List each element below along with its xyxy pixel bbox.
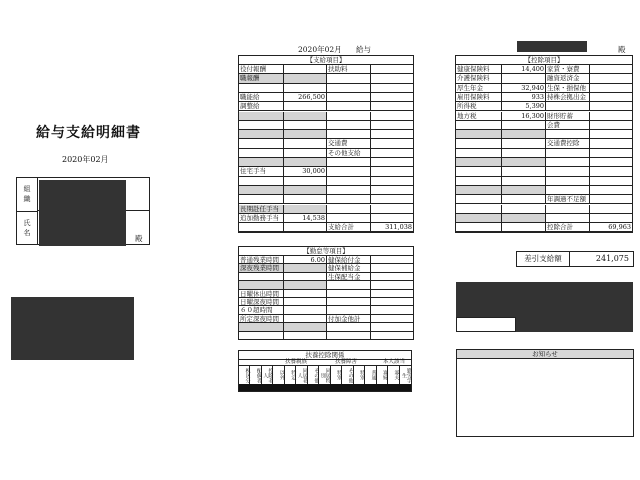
item-label: 持株会拠出金 — [546, 93, 590, 102]
attendance-table — [238, 246, 414, 340]
item-label — [239, 112, 284, 121]
pay-kind: 給与 — [356, 45, 372, 54]
item-label — [239, 281, 284, 289]
dependents-group: 扶養親族 — [285, 359, 308, 365]
item-label — [327, 93, 371, 102]
item-value — [590, 195, 632, 204]
item-value — [371, 264, 413, 272]
item-label — [327, 167, 371, 176]
item-label — [546, 130, 590, 139]
item-value — [284, 112, 327, 121]
item-label: 長期赴任手当 — [239, 205, 284, 214]
item-label: 職報酬 — [239, 74, 284, 83]
item-label — [327, 186, 371, 195]
item-label — [239, 177, 284, 186]
notice-heading: お知らせ — [457, 350, 633, 359]
item-label: 日曜深夜時間 — [239, 298, 284, 306]
item-value — [284, 332, 327, 340]
item-label: 融資返済金 — [546, 74, 590, 83]
item-value — [502, 74, 546, 83]
item-value — [371, 195, 413, 204]
item-value — [590, 121, 632, 130]
item-label: 日曜休出時間 — [239, 290, 284, 298]
item-value — [284, 281, 327, 289]
item-value — [371, 306, 413, 314]
item-value: 14,538 — [284, 214, 327, 223]
item-label — [239, 158, 284, 167]
item-label — [546, 177, 590, 186]
item-label: 雇用保険料 — [456, 93, 502, 102]
item-label — [327, 306, 371, 314]
dependents-heading: 扶養控除関係 — [239, 351, 411, 360]
item-value — [371, 84, 413, 93]
item-value — [371, 149, 413, 158]
net-pay-label: 差引支給額 — [517, 252, 570, 266]
item-label — [239, 332, 284, 340]
item-label: 職能給 — [239, 93, 284, 102]
item-label — [327, 130, 371, 139]
item-value — [502, 121, 546, 130]
item-value — [502, 167, 546, 176]
item-value — [284, 298, 327, 306]
item-value — [371, 323, 413, 331]
item-label — [456, 223, 502, 232]
redacted-block — [39, 180, 126, 246]
item-value — [590, 214, 632, 223]
document-title: 給与支給明細書 — [36, 125, 141, 141]
item-value — [284, 149, 327, 158]
item-label — [327, 74, 371, 83]
item-value — [502, 195, 546, 204]
item-label — [239, 323, 284, 331]
dependents-column-header: その他 — [342, 365, 353, 384]
dependents-column-header: 以外 — [273, 365, 284, 384]
redacted-block — [517, 41, 587, 52]
item-value — [284, 84, 327, 93]
item-label — [327, 205, 371, 214]
item-value — [590, 84, 632, 93]
item-label — [456, 130, 502, 139]
item-label — [239, 84, 284, 93]
item-value — [371, 65, 413, 74]
item-value — [371, 167, 413, 176]
item-value — [590, 130, 632, 139]
item-value: 5,390 — [502, 102, 546, 111]
item-label — [239, 130, 284, 139]
item-value — [284, 177, 327, 186]
item-value: 32,940 — [502, 84, 546, 93]
org-label: 組織 — [17, 178, 38, 211]
item-label: 介護保険料 — [456, 74, 502, 83]
item-label: 役付報酬 — [239, 65, 284, 74]
dependents-column-header: 特別 — [331, 365, 342, 384]
item-label: 交通費 — [327, 139, 371, 148]
item-label — [456, 121, 502, 130]
item-value — [590, 139, 632, 148]
dependents-column-header: 同居特別 — [319, 365, 330, 384]
dependents-table — [238, 350, 412, 392]
item-value — [371, 205, 413, 214]
item-value — [371, 186, 413, 195]
dependents-column-header: 税区分 — [239, 365, 250, 384]
item-label — [327, 177, 371, 186]
item-label: 健康保険料 — [456, 65, 502, 74]
item-value — [590, 74, 632, 83]
item-value — [284, 264, 327, 272]
dependents-value-row — [239, 384, 411, 391]
item-label: 家賃・寮費 — [546, 65, 590, 74]
item-label — [456, 214, 502, 223]
item-value — [371, 139, 413, 148]
item-value — [590, 177, 632, 186]
item-value — [590, 186, 632, 195]
item-label — [546, 167, 590, 176]
item-value — [371, 281, 413, 289]
item-value — [371, 273, 413, 281]
item-value: 266,500 — [284, 93, 327, 102]
item-label — [546, 205, 590, 214]
item-label: 付加金他計 — [327, 315, 371, 323]
item-value — [284, 130, 327, 139]
item-label: その他支給 — [327, 149, 371, 158]
redacted-block — [516, 317, 633, 332]
dependents-column-header: 特別 — [354, 365, 365, 384]
item-label: 所定深夜時間 — [239, 315, 284, 323]
item-label: 厚生年金 — [456, 84, 502, 93]
item-label — [239, 223, 284, 232]
dependents-column-header: 寡夫 — [388, 365, 399, 384]
item-value: 6.00 — [284, 256, 327, 264]
item-label — [327, 84, 371, 93]
item-value — [284, 315, 327, 323]
item-value — [590, 65, 632, 74]
dependents-column-header: その他 — [308, 365, 319, 384]
net-pay-value: 241,075 — [595, 254, 629, 263]
employee-id-box — [16, 177, 150, 245]
notice-box — [456, 349, 634, 437]
item-label: ６０超時間 — [239, 306, 284, 314]
item-label — [327, 298, 371, 306]
item-label — [456, 195, 502, 204]
dependents-column-header: 普通 — [365, 365, 376, 384]
item-label: 交通費控除 — [546, 139, 590, 148]
item-value — [284, 290, 327, 298]
dependents-column-header: 控除老人 — [262, 365, 273, 384]
item-label: 会費 — [546, 121, 590, 130]
item-label — [239, 149, 284, 158]
item-label — [546, 102, 590, 111]
item-label — [546, 149, 590, 158]
item-label — [327, 332, 371, 340]
item-label: 住宅手当 — [239, 167, 284, 176]
name-label: 氏名 — [17, 211, 38, 245]
item-label — [456, 205, 502, 214]
item-value — [284, 223, 327, 232]
item-value — [284, 139, 327, 148]
pay-heading: 【支給項目】 — [239, 56, 413, 65]
item-value: 69,963 — [590, 223, 632, 232]
item-value — [590, 205, 632, 214]
item-label — [546, 214, 590, 223]
item-label: 所得税 — [456, 102, 502, 111]
item-label — [327, 102, 371, 111]
dependents-group: 扶養障害 — [335, 359, 358, 365]
dependents-column-header: 勤労学生 — [400, 365, 411, 384]
item-value — [502, 223, 546, 232]
item-value — [371, 256, 413, 264]
item-label: 地方税 — [456, 112, 502, 121]
item-label: 生保・損保他 — [546, 84, 590, 93]
item-value — [590, 149, 632, 158]
item-label: 支給合計 — [327, 223, 371, 232]
item-label — [327, 112, 371, 121]
item-label — [456, 167, 502, 176]
item-value — [284, 205, 327, 214]
item-value — [371, 130, 413, 139]
item-label: 調整給 — [239, 102, 284, 111]
pay-table — [238, 55, 414, 233]
item-label — [327, 195, 371, 204]
item-label — [546, 186, 590, 195]
item-value — [371, 177, 413, 186]
item-label — [327, 214, 371, 223]
item-value — [284, 195, 327, 204]
item-value — [590, 102, 632, 111]
item-value — [502, 205, 546, 214]
item-value — [371, 158, 413, 167]
item-value — [284, 306, 327, 314]
item-value — [284, 158, 327, 167]
item-label: 生保配当金 — [327, 273, 371, 281]
item-label — [456, 158, 502, 167]
pay-period-header — [298, 44, 371, 55]
item-label — [327, 158, 371, 167]
item-label — [239, 139, 284, 148]
item-value — [284, 65, 327, 74]
item-label — [239, 195, 284, 204]
item-label — [456, 186, 502, 195]
item-label — [239, 121, 284, 130]
item-value — [284, 323, 327, 331]
item-value — [371, 298, 413, 306]
item-label — [327, 281, 371, 289]
item-label: 控除合計 — [546, 223, 590, 232]
item-value — [284, 102, 327, 111]
item-label: 普通残業時間 — [239, 256, 284, 264]
redacted-block — [11, 297, 134, 360]
item-value — [371, 290, 413, 298]
item-value — [371, 112, 413, 121]
item-label: 財形貯蓄 — [546, 112, 590, 121]
item-label — [239, 273, 284, 281]
blank-cell — [456, 317, 516, 332]
item-label — [327, 121, 371, 130]
item-value — [590, 158, 632, 167]
item-value — [371, 74, 413, 83]
item-value — [284, 186, 327, 195]
item-label — [239, 186, 284, 195]
item-label — [327, 323, 371, 331]
item-value — [590, 167, 632, 176]
item-value — [371, 102, 413, 111]
item-label: 深夜残業時間 — [239, 264, 284, 272]
item-value — [371, 93, 413, 102]
deduction-heading: 【控除項目】 — [456, 56, 632, 65]
item-value: 311,038 — [371, 223, 413, 232]
item-label: 扶助料 — [327, 65, 371, 74]
item-value — [284, 273, 327, 281]
dependents-column-header: 同居老人 — [296, 365, 307, 384]
item-value: 14,400 — [502, 65, 546, 74]
redacted-block — [456, 282, 633, 317]
item-value — [502, 130, 546, 139]
item-value — [502, 177, 546, 186]
item-label: 健保給付金 — [327, 256, 371, 264]
item-value — [590, 112, 632, 121]
item-value: 16,300 — [502, 112, 546, 121]
item-value — [502, 214, 546, 223]
item-value — [590, 93, 632, 102]
dependents-group: 本人該当 — [383, 359, 406, 365]
item-value — [502, 139, 546, 148]
item-label — [327, 290, 371, 298]
dependents-column-header: 寡婦 — [377, 365, 388, 384]
item-label: 健保補給金 — [327, 264, 371, 272]
item-label: 追加勤務手当 — [239, 214, 284, 223]
item-value — [371, 121, 413, 130]
item-value — [284, 121, 327, 130]
item-label — [456, 139, 502, 148]
item-value — [371, 315, 413, 323]
item-value — [502, 186, 546, 195]
deduction-table — [455, 55, 633, 233]
item-label — [456, 177, 502, 186]
item-value — [371, 214, 413, 223]
item-value — [371, 332, 413, 340]
item-label — [456, 149, 502, 158]
dependents-column-header: 配偶者 — [250, 365, 261, 384]
item-value: 30,000 — [284, 167, 327, 176]
item-value — [502, 149, 546, 158]
header-honorific: 殿 — [618, 45, 626, 54]
dependents-column-header: 特定 — [285, 365, 296, 384]
left-date: 2020年02月 — [62, 155, 109, 164]
pay-period: 2020年02月 — [298, 45, 342, 54]
attendance-heading: 【勤怠等項目】 — [239, 247, 413, 256]
item-value — [284, 74, 327, 83]
left-honorific: 殿 — [135, 234, 143, 243]
net-pay-box — [516, 251, 634, 267]
item-label: 年調過不足額 — [546, 195, 590, 204]
item-value — [502, 158, 546, 167]
item-label — [546, 158, 590, 167]
item-value: 933 — [502, 93, 546, 102]
